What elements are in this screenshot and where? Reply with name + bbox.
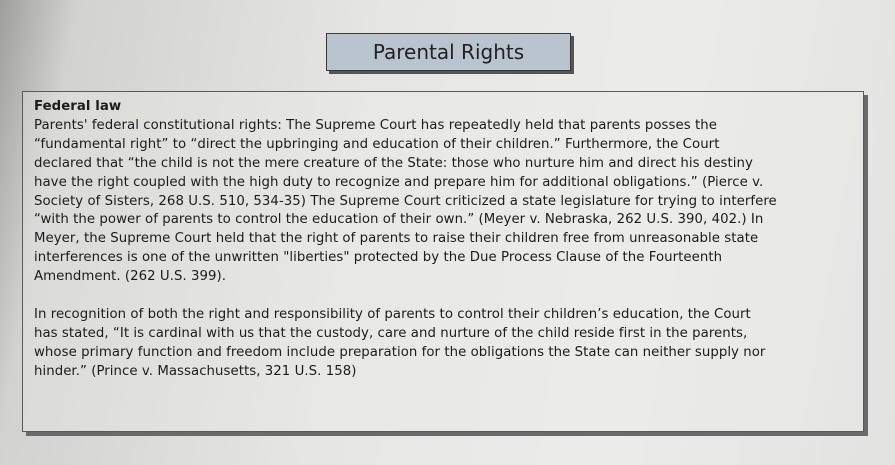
- paragraph-1-line: have the right coupled with the high duty to recognize and prepare him for additional obligations.” (Pierce v.: [34, 174, 764, 190]
- paragraph-2-line: has stated, “It is cardinal with us that the custody, care and nurture of the child reside first in the parents,: [34, 325, 748, 341]
- paragraph-2-line: hinder.” (Prince v. Massachusetts, 321 U.S. 158): [34, 363, 357, 379]
- paragraph-2-line: In recognition of both the right and responsibility of parents to control their children’s education, the Court: [34, 307, 751, 323]
- paragraph-spacer: [34, 287, 879, 306]
- document-body: [34, 98, 879, 382]
- page-title: [326, 33, 571, 71]
- paragraph-2-line: whose primary function and freedom include preparation for the obligations the State can neither supply nor: [34, 344, 766, 360]
- section-heading: Federal law: [34, 99, 122, 114]
- paragraph-1-line: Amendment. (262 U.S. 399).: [34, 269, 227, 285]
- paragraph-1-line: interferences is one of the unwritten "liberties" protected by the Due Process Clause of the Fourteenth: [34, 250, 723, 266]
- paragraph-1-line: Meyer, the Supreme Court held that the right of parents to raise their children free from unreasonable state: [34, 231, 759, 247]
- paragraph-1-line: “with the power of parents to control the education of their own.” (Meyer v. Nebraska, 262 U.S. 390, 402.) In: [34, 212, 764, 228]
- paragraph-1-line: “fundamental right” to “direct the upbringing and education of their children.” Furthermore, the Court: [34, 136, 720, 152]
- page-title-text: Parental Rights: [372, 40, 525, 64]
- paragraph-1-line: Society of Sisters, 268 U.S. 510, 534-35) The Supreme Court criticized a state legislature for trying to interfere: [34, 193, 777, 209]
- paragraph-1-line: Parents' federal constitutional rights: The Supreme Court has repeatedly held that parents posses the: [34, 117, 717, 133]
- paragraph-1-line: declared that “the child is not the mere creature of the State: those who nurture him and direct his destiny: [34, 155, 753, 171]
